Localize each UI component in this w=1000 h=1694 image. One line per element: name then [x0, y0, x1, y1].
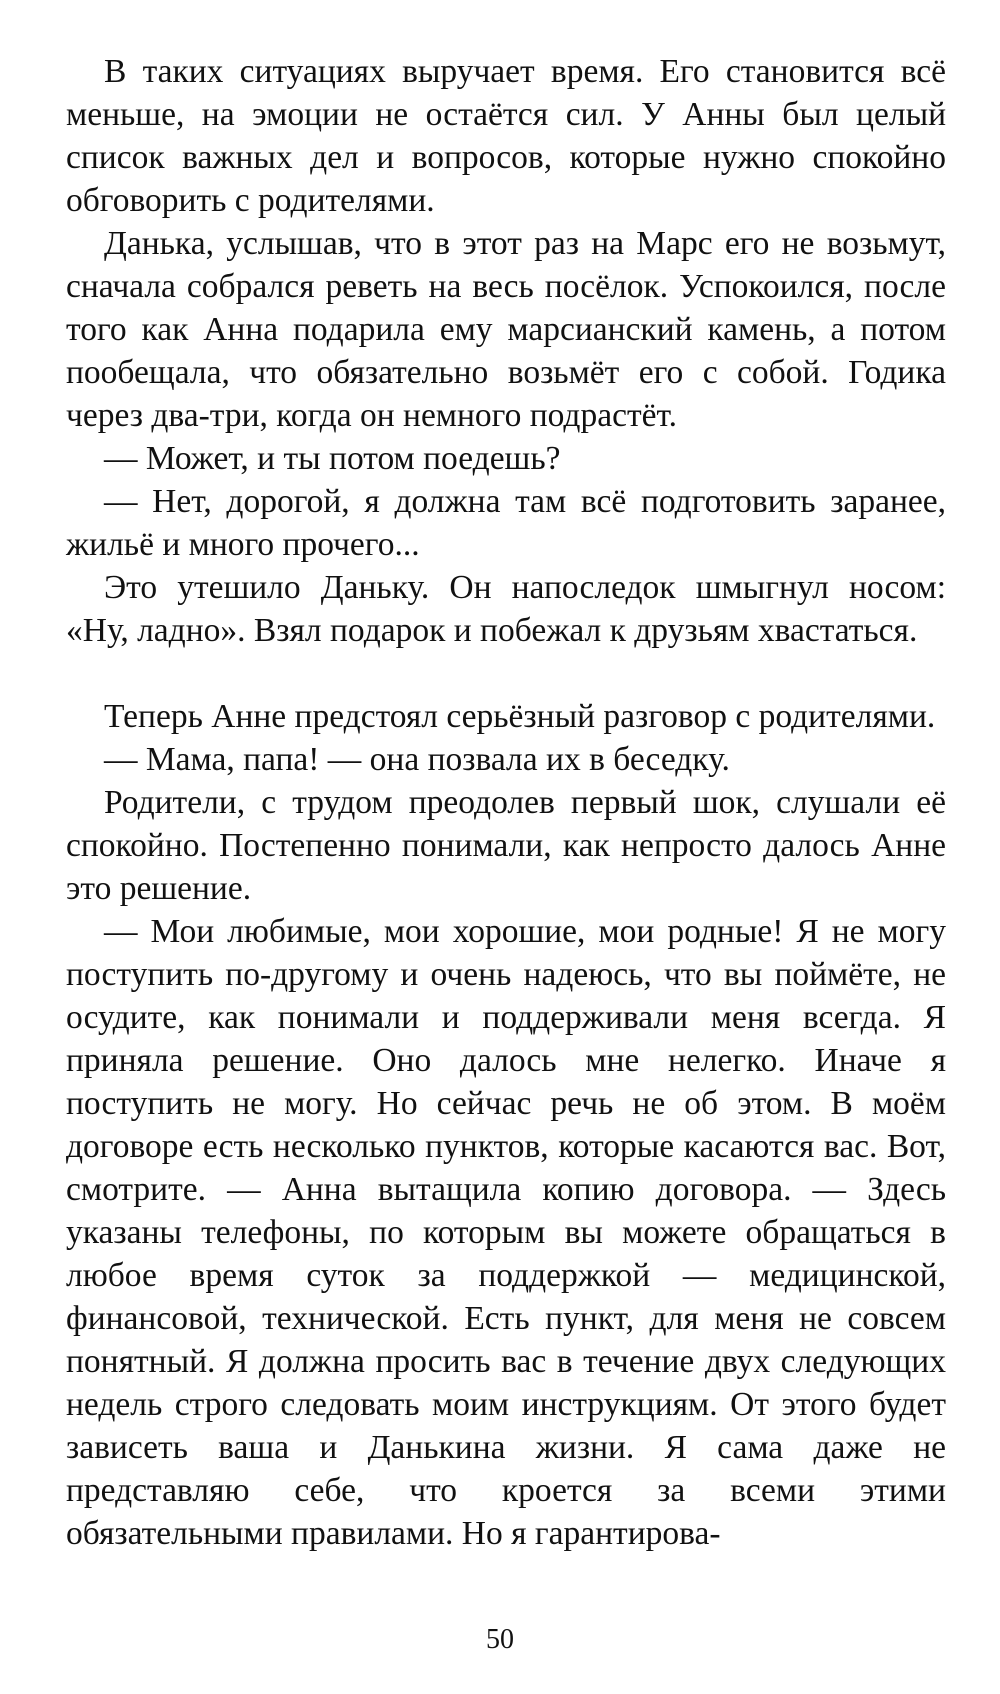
paragraph: Родители, с трудом преодолев первый шок, слушали её спокойно. Постепенно понимали, как непросто далось Анне это решение. [66, 784, 946, 907]
paragraph: В таких ситуациях выручает время. Его становится всё меньше, на эмоции не остаётся сил. У Анны был целый список важных дел и вопросов, которые нужно спокойно обговорить с родителями. [66, 53, 946, 219]
paragraph: — Мои любимые, мои хорошие, мои родные! Я не могу поступить по-другому и очень надеюсь, что вы поймёте, не осудите, как понимали и поддерживали меня всегда. Я приняла решение. Оно далось мне нелегко. Иначе я поступить не могу. Но сейчас речь не об этом. В моём договоре есть несколько пунктов, которые касаются вас. Вот, смотрите. — Анна вытащила копию договора. — Здесь указаны телефоны, по которым вы можете обращаться в любое время суток за поддержкой — медицинской, финансовой, технической. Есть пункт, для меня не совсем понятный. Я должна просить вас в течение двух следующих недель строго следовать моим инструкциям. От этого будет зависеть ваша и Данькина жизни. Я сама даже не представляю себе, что кроется за всеми этими обязательными правилами. Но я гарантирова- [66, 913, 946, 1552]
paragraph: Это утешило Даньку. Он напоследок шмыгнул носом: «Ну, ладно». Взял подарок и побежал к друзьям хвастаться. [66, 569, 946, 649]
page-number: 50 [486, 1624, 514, 1655]
paragraph: Данька, услышав, что в этот раз на Марс его не возьмут, сначала собрался реветь на весь посёлок. Успокоился, после того как Анна подарила ему марсианский камень, а потом пообещала, что обязательно возьмёт его с собой. Годика через два-три, когда он немного подрастёт. [66, 225, 946, 434]
paragraph: — Мама, папа! — она позвала их в беседку. [104, 741, 730, 778]
paragraph: — Может, и ты потом поедешь? [104, 440, 561, 477]
body-text [66, 50, 946, 1555]
paragraph: — Нет, дорогой, я должна там всё подготовить заранее, жильё и много прочего... [66, 483, 946, 563]
paragraph: Теперь Анне предстоял серьёзный разговор с родителями. [104, 698, 936, 735]
